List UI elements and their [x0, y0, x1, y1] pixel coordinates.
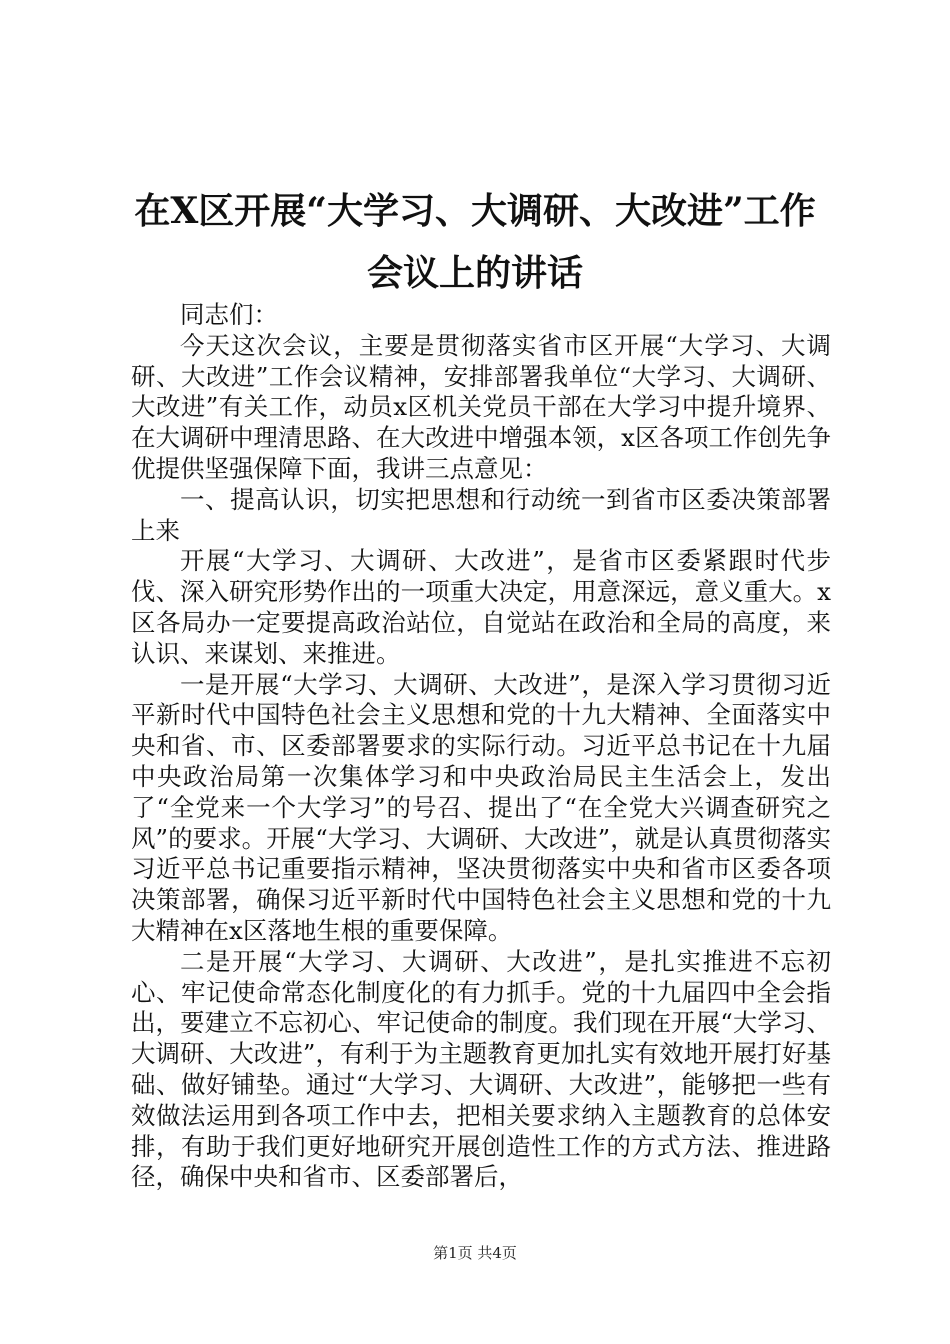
section-heading: 一、提高认识，切实把思想和行动统一到省市区委决策部署上来: [131, 484, 831, 545]
paragraph: 今天这次会议，主要是贯彻落实省市区开展“大学习、大调研、大改进”工作会议精神，安排部署我单位“大学习、大调研、大改进”有关工作，动员x区机关党员干部在大学习中提升境界、在大调研中理清思路、在大改进中增强本领，x区各项工作创先争优提供坚强保障下面，我讲三点意见：: [131, 330, 831, 483]
page-footer: 第1页 共4页: [433, 1244, 517, 1262]
salutation: 同志们：: [180, 300, 278, 329]
title-line-1: 在X区开展“大学习、大调研、大改进”工作: [134, 190, 816, 232]
paragraph: 开展“大学习、大调研、大改进”，是省市区委紧跟时代步伐、深入研究形势作出的一项重大决定，用意深远，意义重大。x区各局办一定要提高政治站位，自觉站在政治和全局的高度，来认识、来谋划、来推进。: [131, 546, 831, 668]
paragraph: 二是开展“大学习、大调研、大改进”，是扎实推进不忘初心、牢记使命常态化制度化的有力抓手。党的十九届四中全会指出，要建立不忘初心、牢记使命的制度。我们现在开展“大学习、大调研、大改进”，有利于为主题教育更加扎实有效地开展打好基础、做好铺垫。通过“大学习、大调研、大改进”，能够把一些有效做法运用到各项工作中去，把相关要求纳入主题教育的总体安排，有助于我们更好地研究开展创造性工作的方式方法、推进路径，确保中央和省市、区委部署后，: [131, 946, 831, 1192]
title-line-2: 会议上的讲话: [366, 252, 583, 294]
paragraph: 一是开展“大学习、大调研、大改进”，是深入学习贯彻习近平新时代中国特色社会主义思想和党的十九大精神、全面落实中央和省、市、区委部署要求的实际行动。习近平总书记在十九届中央政治局第一次集体学习和中央政治局民主生活会上，发出了“全党来一个大学习”的号召、提出了“在全党大兴调查研究之风”的要求。开展“大学习、大调研、大改进”，就是认真贯彻落实习近平总书记重要指示精神，坚决贯彻落实中央和省市区委各项决策部署，确保习近平新时代中国特色社会主义思想和党的十九大精神在x区落地生根的重要保障。: [131, 669, 831, 945]
document-body: [131, 300, 831, 1193]
document-title: [100, 180, 850, 304]
